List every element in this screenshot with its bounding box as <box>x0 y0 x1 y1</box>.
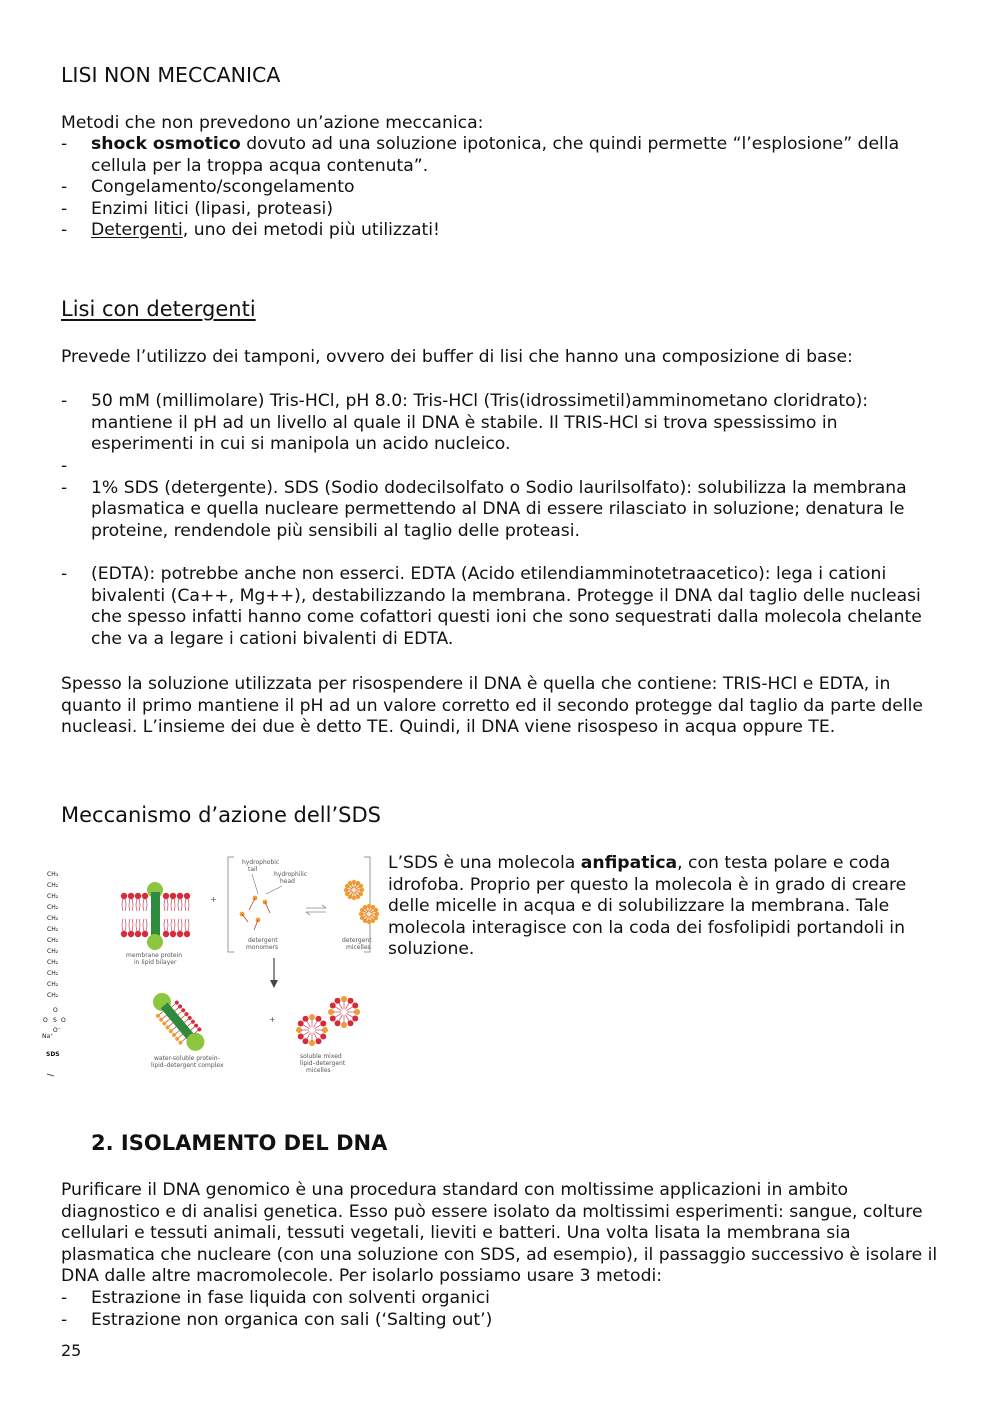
sds-bold-term: anfipatica <box>580 853 678 873</box>
page-number: 25 <box>61 1341 82 1360</box>
list-item <box>61 456 941 478</box>
sds-label: SDS <box>46 1051 60 1058</box>
detergent-micelle <box>344 880 364 900</box>
list-item <box>61 220 921 242</box>
list-item: - 50 mM (millimolare) Tris-HCl, pH 8.0: Tris-HCl (Tris(idrossimetil)amminometano cloridrato): mantiene il pH ad un livello al quale il DNA è stabile. Il TRIS-HCl si trova spessissimo in esperimenti in cui si manipola un acido nucleico. <box>61 391 941 456</box>
detergent-monomers <box>240 896 270 930</box>
mixed-micelle <box>328 996 360 1028</box>
detergent-monomers-label-1: detergent <box>248 937 278 944</box>
ch2-label: CH₂ <box>47 937 59 944</box>
na-label: Na⁺ <box>42 1033 54 1040</box>
sds-description <box>388 853 943 961</box>
o-label-right: O <box>61 1017 66 1024</box>
detergent-monomers-label-2: monomers <box>246 944 279 951</box>
mixed-label-2: lipid–detergent <box>300 1060 346 1067</box>
list-item: - Congelamento/scongelamento <box>61 177 921 199</box>
list-item: - Estrazione non organica con sali (‘Salting out’) <box>61 1310 941 1332</box>
bold-term: shock osmotico <box>91 134 241 154</box>
sds-mechanism-figure <box>44 852 374 1084</box>
ch2-label: CH₂ <box>47 948 59 955</box>
hydrophobic-label-2: tail <box>248 866 258 873</box>
ch3-label: CH₃ <box>47 871 59 878</box>
lisi-detergenti-heading: Lisi con detergenti <box>61 297 256 321</box>
list-item-text: dovuto ad una soluzione ipotonica, che quindi permette “l’esplosione” della cellula per la troppa acqua contenuta”. <box>91 134 900 176</box>
methods-list <box>61 1288 941 1331</box>
ch2-label: CH₂ <box>47 959 59 966</box>
ch2-label: CH₂ <box>47 915 59 922</box>
list-item: - Enzimi litici (lipasi, proteasi) <box>61 199 921 221</box>
membrane-protein-illustration <box>121 882 190 950</box>
protein-helix <box>151 892 160 940</box>
hydrophobic-label-1: hydrophobic <box>242 859 280 866</box>
hydrophilic-label-2: head <box>280 878 295 885</box>
o-label: O <box>53 1007 58 1014</box>
plus-sign: + <box>210 895 217 904</box>
protein-detergent-complex <box>145 987 211 1058</box>
ch2-label: CH₂ <box>47 926 59 933</box>
sds-text-b: , con testa polare e coda idrofoba. Proprio per questo la molecola è in grado di creare delle micelle in acqua e di solubilizzare la membrana. Tale molecola interagisce con la coda dei fosfolipidi portandoli in soluzione. <box>388 853 907 959</box>
buffer-list <box>61 391 941 650</box>
plus-sign-2: + <box>269 1015 276 1024</box>
protein-head-bottom <box>147 934 163 950</box>
ominus-label: O⁻ <box>53 1027 61 1034</box>
section-title: LISI NON MECCANICA <box>61 63 281 87</box>
isolamento-heading: 2. ISOLAMENTO DEL DNA <box>91 1131 388 1155</box>
detergent-micelles-label-2: micelles <box>346 944 371 951</box>
te-paragraph: Spesso la soluzione utilizzata per risospendere il DNA è quella che contiene: TRIS-HCl e EDTA, in quanto il primo mantiene il pH ad un valore corretto ed il secondo protegge dal taglio da parte delle nucleasi. L’insieme dei due è detto TE. Quindi, il DNA viene risospeso in acqua oppure TE. <box>61 674 923 737</box>
detergent-micelles-label-1: detergent <box>342 937 372 944</box>
o-label-left: O <box>43 1017 48 1024</box>
lisi-detergenti-intro: Prevede l’utilizzo dei tamponi, ovvero dei buffer di lisi che hanno una composizione di base: <box>61 347 853 367</box>
ch2-label: CH₂ <box>47 893 59 900</box>
sds-heading: Meccanismo d’azione dell’SDS <box>61 803 381 827</box>
sds-figure-svg <box>44 852 374 1084</box>
ch2-label: CH₂ <box>47 981 59 988</box>
sds-molecule <box>42 871 66 1076</box>
sds-text-a: L’SDS è una molecola <box>388 853 581 873</box>
isolamento-paragraph: Purificare il DNA genomico è una procedura standard con moltissime applicazioni in ambito diagnostico e di analisi genetica. Esso può essere isolato da moltissimi esperimenti: sangue, colture cellulari e tessuti animali, tessuti vegetali, lieviti e batteri. Una volta lisata la membrana sia plasmatica che nucleare (con una soluzione con SDS, ad esempio), il passaggio successivo è isolare il DNA dalle altre macromolecole. Per isolarlo possiamo usare 3 metodi: <box>61 1180 938 1286</box>
list-item <box>61 134 921 177</box>
s-label: S <box>53 1017 57 1024</box>
ch2-label: CH₂ <box>47 882 59 889</box>
membrane-protein-label-1: membrane protein <box>126 952 183 959</box>
list-item: - (EDTA): potrebbe anche non esserci. EDTA (Acido etilendiamminotetraacetico): lega i cationi bivalenti (Ca++, Mg++), destabilizzando la membrana. Protegge il DNA dal taglio delle nucleasi che spesso infatti hanno come cofattori questi ioni che sono sequestrati dalla molecola chelante che va a legare i cationi bivalenti di EDTA. <box>61 564 941 650</box>
ch2-label: CH₂ <box>47 904 59 911</box>
ch2-label: CH₂ <box>47 970 59 977</box>
nonmech-list <box>61 134 921 242</box>
membrane-protein-label-2: in lipid bilayer <box>134 959 177 966</box>
list-item: - 1% SDS (detergente). SDS (Sodio dodecilsolfato o Sodio laurilsolfato): solubilizza la membrana plasmatica e quella nucleare permettendo al DNA di essere rilasciato in soluzione; denatura le proteine, rendendole più sensibili al taglio delle proteasi. <box>61 478 941 543</box>
intro-text: Metodi che non prevedono un’azione meccanica: <box>61 113 484 133</box>
complex-label-1: water-soluble protein– <box>154 1055 221 1062</box>
underlined-term: Detergenti <box>91 220 183 240</box>
ch2-label: CH₂ <box>47 992 59 999</box>
mixed-label-1: soluble mixed <box>300 1053 342 1060</box>
list-item: - Estrazione in fase liquida con solventi organici <box>61 1288 941 1310</box>
detergent-micelle <box>359 904 379 924</box>
list-item-text: , uno dei metodi più utilizzati! <box>182 220 440 240</box>
complex-label-2: lipid–detergent complex <box>151 1062 224 1069</box>
hydrophilic-label-1: hydrophilic <box>274 871 308 878</box>
mixed-label-3: micelles <box>306 1067 331 1074</box>
mixed-micelle <box>296 1014 328 1046</box>
